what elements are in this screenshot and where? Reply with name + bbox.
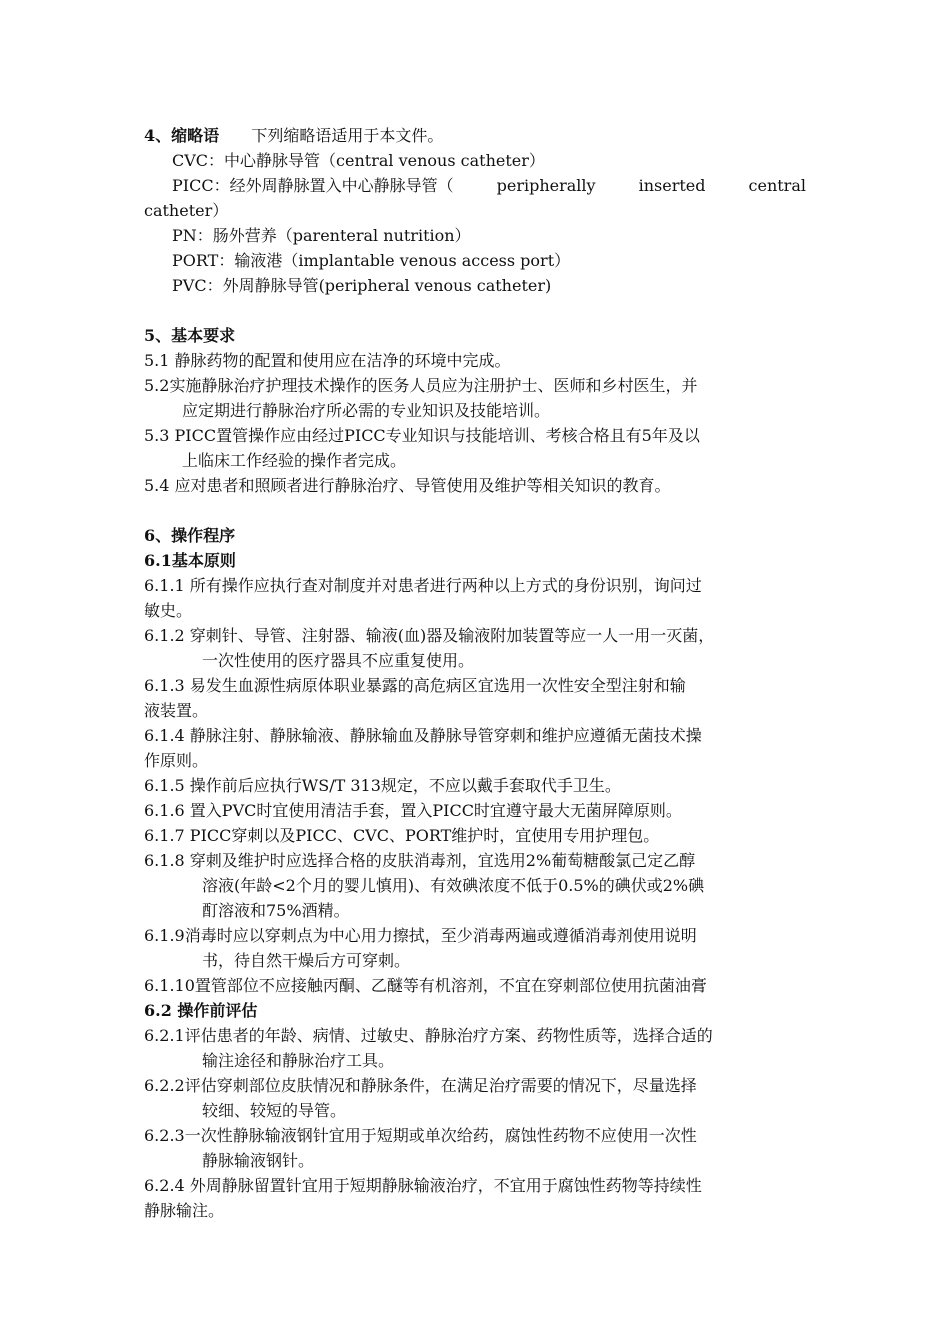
para-6-2-1: 6.2.1评估患者的年龄、病情、过敏史、静脉治疗方案、药物性质等，选择合适的	[144, 1026, 713, 1045]
para-5-2: 5.2实施静脉治疗护理技术操作的医务人员应为注册护士、医师和乡村医生，并	[144, 376, 698, 395]
abbr-picc	[172, 176, 806, 196]
section-4-intro: 下列缩略语适用于本文件。	[251, 126, 444, 145]
para-6-2-4-cont: 静脉输注。	[144, 1201, 225, 1220]
para-6-1-7: 6.1.7 PICC穿刺以及PICC、CVC、PORT维护时，宜使用专用护理包。	[144, 826, 660, 845]
para-6-2-3-cont: 静脉输液钢针。	[202, 1151, 315, 1170]
para-6-1-3: 6.1.3 易发生血源性病原体职业暴露的高危病区宜选用一次性安全型注射和输	[144, 676, 686, 695]
para-6-1-10: 6.1.10置管部位不应接触丙酮、乙醚等有机溶剂，不宜在穿刺部位使用抗菌油膏	[144, 976, 707, 995]
para-6-1-9-cont: 书，待自然干燥后方可穿刺。	[202, 951, 411, 970]
para-6-2-2: 6.2.2评估穿刺部位皮肤情况和静脉条件，在满足治疗需要的情况下，尽量选择	[144, 1076, 697, 1095]
section-4-line	[144, 126, 443, 146]
para-6-1-8: 6.1.8 穿刺及维护时应选择合格的皮肤消毒剂，宜选用2%葡萄糖酸氯己定乙醇	[144, 851, 696, 870]
para-5-1: 5.1 静脉药物的配置和使用应在洁净的环境中完成。	[144, 351, 511, 370]
abbr-picc-part-c: inserted	[638, 176, 706, 195]
subsection-6-2-heading: 6.2 操作前评估	[144, 1001, 258, 1020]
para-6-2-2-cont: 较细、较短的导管。	[202, 1101, 347, 1120]
para-6-1-8-cont-1: 溶液(年龄<2个月的婴儿慎用)、有效碘浓度不低于0.5%的碘伏或2%碘	[202, 876, 705, 895]
para-6-1-2-cont: 一次性使用的医疗器具不应重复使用。	[202, 651, 475, 670]
abbr-picc-cont: catheter）	[144, 201, 229, 220]
para-5-2-cont: 应定期进行静脉治疗所必需的专业知识及技能培训。	[182, 401, 551, 420]
para-6-1-8-cont-2: 酊溶液和75%酒精。	[202, 901, 350, 920]
para-6-2-3: 6.2.3一次性静脉输液钢针宜用于短期或单次给药，腐蚀性药物不应使用一次性	[144, 1126, 697, 1145]
subsection-6-1-heading: 6.1基本原则	[144, 551, 236, 570]
section-5-heading: 5、基本要求	[144, 326, 236, 345]
section-4-heading: 4、缩略语	[144, 126, 220, 145]
para-6-1-1-cont: 敏史。	[144, 601, 193, 620]
abbr-picc-part-a: PICC：经外周静脉置入中心静脉导管（	[172, 176, 454, 195]
para-6-1-1: 6.1.1 所有操作应执行查对制度并对患者进行两种以上方式的身份识别，询问过	[144, 576, 702, 595]
section-6-heading: 6、操作程序	[144, 526, 236, 545]
abbr-cvc: CVC：中心静脉导管（central venous catheter）	[172, 151, 545, 170]
abbr-picc-part-d: central	[748, 176, 806, 195]
para-5-3-cont: 上临床工作经验的操作者完成。	[182, 451, 407, 470]
para-5-4: 5.4 应对患者和照顾者进行静脉治疗、导管使用及维护等相关知识的教育。	[144, 476, 671, 495]
abbr-pvc: PVC：外周静脉导管(peripheral venous catheter)	[172, 276, 552, 295]
para-6-1-3-cont: 液装置。	[144, 701, 209, 720]
para-6-1-9: 6.1.9消毒时应以穿刺点为中心用力擦拭，至少消毒两遍或遵循消毒剂使用说明	[144, 926, 697, 945]
para-6-2-4: 6.2.4 外周静脉留置针宜用于短期静脉输液治疗，不宜用于腐蚀性药物等持续性	[144, 1176, 702, 1195]
abbr-picc-part-b: peripherally	[496, 176, 596, 195]
para-6-1-4-cont: 作原则。	[144, 751, 209, 770]
para-6-1-4: 6.1.4 静脉注射、静脉输液、静脉输血及静脉导管穿刺和维护应遵循无菌技术操	[144, 726, 702, 745]
para-6-1-5: 6.1.5 操作前后应执行WS/T 313规定，不应以戴手套取代手卫生。	[144, 776, 621, 795]
para-6-1-2: 6.1.2 穿刺针、导管、注射器、输液(血)器及输液附加装置等应一人一用一灭菌，	[144, 626, 715, 645]
abbr-pn: PN：肠外营养（parenteral nutrition）	[172, 226, 471, 245]
para-6-1-6: 6.1.6 置入PVC时宜使用清洁手套，置入PICC时宜遵守最大无菌屏障原则。	[144, 801, 682, 820]
para-6-2-1-cont: 输注途径和静脉治疗工具。	[202, 1051, 395, 1070]
abbr-port: PORT：输液港（implantable venous access port）	[172, 251, 571, 270]
para-5-3: 5.3 PICC置管操作应由经过PICC专业知识与技能培训、考核合格且有5年及以	[144, 426, 700, 445]
